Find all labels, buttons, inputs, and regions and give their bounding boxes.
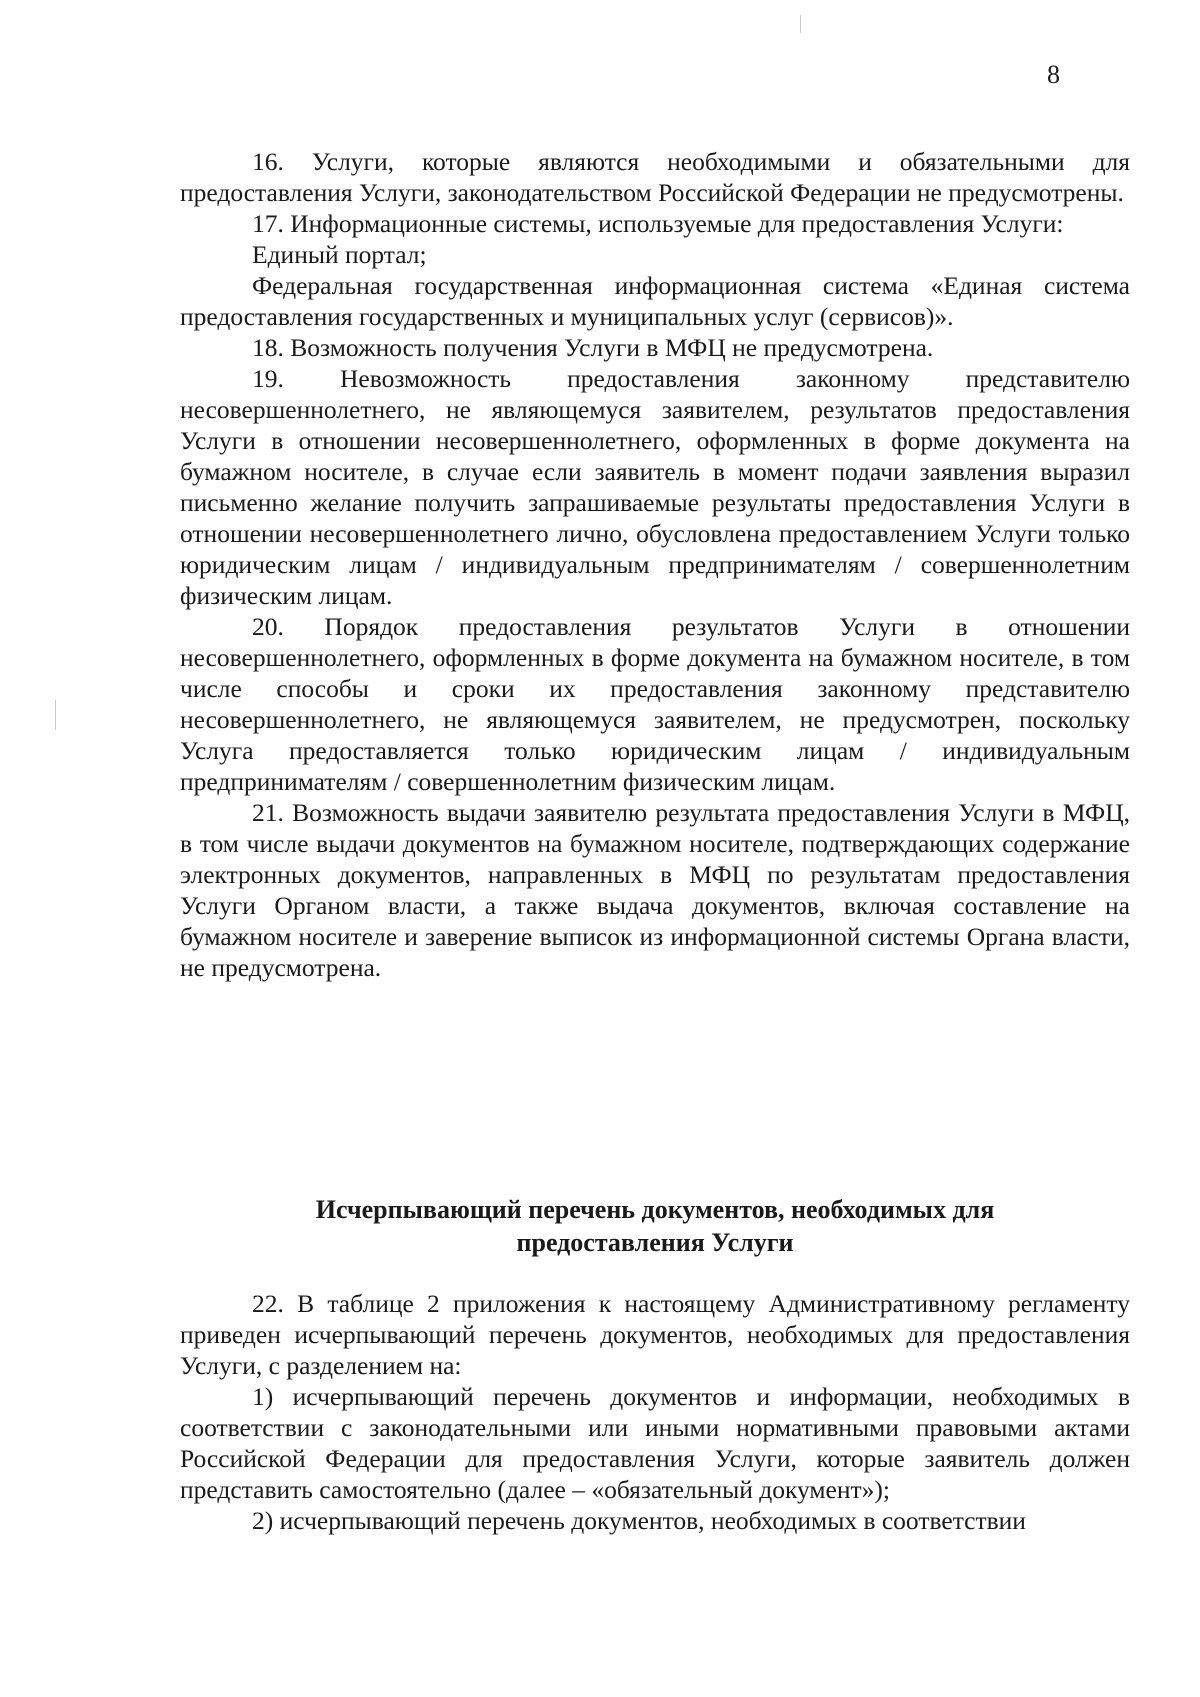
section-heading xyxy=(180,1193,1130,1259)
paragraph-17-item-2: Федеральная государственная информационная система «Единая система предоставления государственных и муниципальных услуг (сервисов)». xyxy=(180,271,1130,331)
paragraph-22: 22. В таблице 2 приложения к настоящему Административному регламенту приведен исчерпывающий перечень документов, необходимых для предоставления Услуги, с разделением на: xyxy=(180,1289,1130,1380)
body-text-bottom xyxy=(180,1288,1130,1536)
scan-mark-top xyxy=(800,15,801,33)
paragraph-16: 16. Услуги, которые являются необходимыми и обязательными для предоставления Услуги, законодательством Российской Федерации не предусмотрены. xyxy=(180,147,1130,207)
paragraph-22-item-1: 1) исчерпывающий перечень документов и информации, необходимых в соответствии с законодательными или иными нормативными правовыми актами Российской Федерации для предоставления Услуги, которые заявитель должен представить самостоятельно (далее – «обязательный документ»); xyxy=(180,1382,1130,1504)
paragraph-22-item-2: 2) исчерпывающий перечень документов, необходимых в соответствии xyxy=(252,1506,1026,1535)
paragraph-20: 20. Порядок предоставления результатов Услуги в отношении несовершеннолетнего, оформленных в форме документа на бумажном носителе, в том числе способы и сроки их предоставления законному представителю несовершеннолетнего, не являющемуся заявителем, не предусмотрен, поскольку Услуга предоставляется только юридическим лицам / индивидуальным предпринимателям / совершеннолетним физическим лицам. xyxy=(180,612,1130,796)
paragraph-17: 17. Информационные системы, используемые для предоставления Услуги: xyxy=(252,209,1064,238)
body-text-top xyxy=(180,146,1130,983)
paragraph-17-item-1: Единый портал; xyxy=(252,240,427,269)
section-heading-line-2: предоставления Услуги xyxy=(516,1228,794,1257)
scan-mark-left xyxy=(55,700,56,730)
paragraph-21: 21. Возможность выдачи заявителю результата предоставления Услуги в МФЦ, в том числе выдачи документов на бумажном носителе, подтверждающих содержание электронных документов, направленных в МФЦ по результатам предоставления Услуги Органом власти, а также выдача документов, включая составление на бумажном носителе и заверение выписок из информационной системы Органа власти, не предусмотрена. xyxy=(180,798,1130,982)
section-heading-line-1: Исчерпывающий перечень документов, необходимых для xyxy=(315,1195,995,1224)
page-number: 8 xyxy=(1047,60,1060,89)
paragraph-19: 19. Невозможность предоставления законному представителю несовершеннолетнего, не являющемуся заявителем, результатов предоставления Услуги в отношении несовершеннолетнего, оформленных в форме документа на бумажном носителе, в случае если заявитель в момент подачи заявления выразил письменно желание получить запрашиваемые результаты предоставления Услуги в отношении несовершеннолетнего лично, обусловлена предоставлением Услуги только юридическим лицам / индивидуальным предпринимателям / совершеннолетним физическим лицам. xyxy=(180,364,1130,610)
paragraph-18: 18. Возможность получения Услуги в МФЦ не предусмотрена. xyxy=(252,333,934,362)
